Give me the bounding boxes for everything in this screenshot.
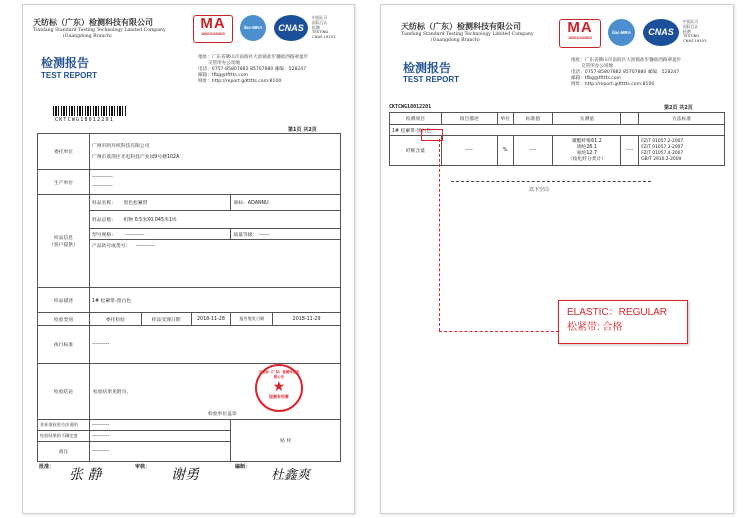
sample-desc: 1# 松紧带-黑白色 — [89, 288, 340, 313]
conclusion-cell — [89, 364, 340, 420]
brand: 商标：ADANNU — [231, 195, 341, 211]
col-header-measured: 实测值 — [553, 113, 621, 125]
callout-line-2: 松紧带: 合格 — [567, 322, 623, 333]
approve-label: 批准： — [39, 464, 55, 470]
stamp-label: 检验单位盖章 — [207, 412, 237, 417]
edit-signature: 杜鑫爽 — [271, 468, 311, 483]
company-name-cn: 天纺标（广东）检测科技有限公司 — [401, 21, 521, 31]
blank-below-text: 以下空白 — [529, 187, 550, 193]
uncertainty-label: 检验结果的不确定度 — [38, 431, 90, 442]
issue-date: 2018-11-29 — [273, 313, 341, 326]
address-block: 地址：广东省佛山市南海区大沥镇盐步穗盐西路翠盈步 交管所办公场地 电话：0757-85807882 85707880 邮编：528247 邮箱：tfbg@tfttts.com 网址：http://report.gdtttts.com:8100 — [571, 58, 682, 87]
callout-leader-horizontal — [439, 331, 559, 332]
report-title-en: TEST REPORT — [41, 71, 98, 80]
review-signature: 谢勇 — [171, 467, 199, 483]
col-header-item: 检测项目 — [390, 113, 442, 125]
address-block: 地址：广东省佛山市南海区大沥镇盐步穗盐西路翠盈步 交管所办公场地 电话：0757-85807882 85707880 邮编：528247 邮箱：tfbg@tfttts.com 网址：http://report.gdtttts.com:8100 — [198, 55, 309, 84]
test-item-desc: ---- — [441, 136, 497, 166]
col-header-method: 方法标准 — [639, 113, 725, 125]
conclusion-text: 检验结果见附页。 — [92, 390, 132, 395]
sample-attach-label: 贴 样 — [231, 420, 341, 462]
received-date: 2018-11-28 — [191, 313, 231, 326]
page-indicator: 第1页 共2页 — [288, 127, 317, 133]
sample-quantity: 样品总数： 织物 0.5米X0.045米1块 — [89, 211, 340, 229]
nonstandard-method: ---------- — [89, 420, 230, 431]
cnas-accreditation-text: 中国认可 国际互认 检测 TESTING CNAS L9103 — [683, 19, 707, 44]
col-header-unit: 单位 — [497, 113, 513, 125]
report-number: CKTCWG18012201 — [55, 117, 114, 123]
cnas-logo: CNAS — [274, 15, 308, 41]
company-name-en: Tianfang Standard Testing Technology Limited Company — [33, 28, 166, 33]
report-title-cn: 检测报告 — [41, 56, 90, 70]
report-number: CKTCWG18012201 — [389, 104, 432, 110]
cma-logo: MA 160011343820 — [559, 19, 601, 48]
client-label: 委托单位 — [38, 134, 90, 170]
sample-info-label: 样品信息 （客户提供） — [38, 195, 90, 288]
callout-line-1: ELASTIC：REGULAR — [567, 307, 668, 318]
cma-logo: MA 160011343820 — [193, 15, 233, 43]
col-header-blank — [621, 113, 639, 125]
sample-row: 1# 松紧带-黑白色 — [390, 125, 725, 136]
remarks: ---------- — [89, 442, 230, 462]
result-callout — [558, 300, 688, 344]
model-spec: 型号规格： ----------- — [89, 229, 230, 240]
seal-star-icon: ★ — [272, 379, 286, 395]
company-name-cn: 天纺标（广东）检测科技有限公司 — [33, 17, 153, 27]
report-info-table — [37, 133, 341, 462]
report-page-1 — [22, 4, 355, 514]
company-name-en-branch: (Guangdong Branch) — [63, 34, 112, 39]
method-standards: FZ/T 01057.2-2007 FZ/T 01057.3-2007 FZ/T 01057.4-2007 GB/T 2910.2-2009 — [639, 136, 725, 166]
approve-signature: 张 静 — [69, 467, 102, 483]
report-barcode — [53, 106, 127, 116]
client-info: 广州市阿丹织科技有限公司 广州市荔湾区光电科技产业园9号楼102A — [89, 134, 340, 170]
sample-name: 样品名称： 黑色松紧带 — [89, 195, 230, 211]
company-name-en-branch: (Guangdong Branch) — [431, 38, 480, 43]
extra-value: ---- — [621, 136, 639, 166]
report-page-2 — [380, 4, 734, 514]
cnas-logo: CNAS — [643, 19, 679, 46]
inspection-seal: 天纺标（广东）检测科技有限公司 ★ 检测专用章 — [255, 364, 303, 412]
nonstandard-method-label: 非标准检验方法说明 — [38, 420, 90, 431]
review-label: 审核： — [135, 464, 151, 470]
ilac-mra-logo: ilac-MRA — [240, 15, 266, 41]
producer-info: ------------ ------------ — [89, 170, 340, 195]
uncertainty: ---------- — [89, 431, 230, 442]
product-style-number: 产品款号或货号： ----------- — [89, 240, 340, 288]
remarks-label: 备注 — [38, 442, 90, 462]
report-title-cn: 检测报告 — [403, 61, 452, 75]
cnas-accreditation-text: 中国认可 国际互认 检测 TESTING CNAS L9103 — [312, 15, 336, 40]
company-name-en: Tianfang Standard Testing Technology Limited Company — [401, 32, 534, 37]
producer-label: 生产单位 — [38, 170, 90, 195]
sample-desc-label: 样品描述 — [38, 288, 90, 313]
blank-divider — [451, 181, 651, 182]
standard-label: 执行标准 — [38, 326, 90, 364]
test-type: 委托检验 — [89, 313, 141, 326]
quality-grade: 质量等级： ------ — [231, 229, 341, 240]
standard-value: ---------- — [89, 326, 340, 364]
edit-label: 编制： — [235, 464, 251, 470]
received-date-label: 样品受理日期 — [141, 313, 191, 326]
measured-values: 聚酯纤维61.2 锦纶26.1 氨纶12.7 （按化纤分类计） — [553, 136, 621, 166]
page-indicator: 第2页 共2页 — [664, 105, 693, 111]
issue-date-label: 报告签发日期 — [231, 313, 273, 326]
test-std-value: ---- — [513, 136, 553, 166]
conclusion-label: 检验结论 — [38, 364, 90, 420]
col-header-desc: 项目描述 — [441, 113, 497, 125]
test-item: 纤维含量 — [390, 136, 442, 166]
test-unit: % — [497, 136, 513, 166]
report-title-en: TEST REPORT — [403, 75, 460, 84]
callout-leader-vertical — [439, 139, 440, 331]
col-header-std: 标准值 — [513, 113, 553, 125]
ilac-mra-logo: ilac-MRA — [608, 19, 635, 46]
test-type-label: 检验类别 — [38, 313, 90, 326]
